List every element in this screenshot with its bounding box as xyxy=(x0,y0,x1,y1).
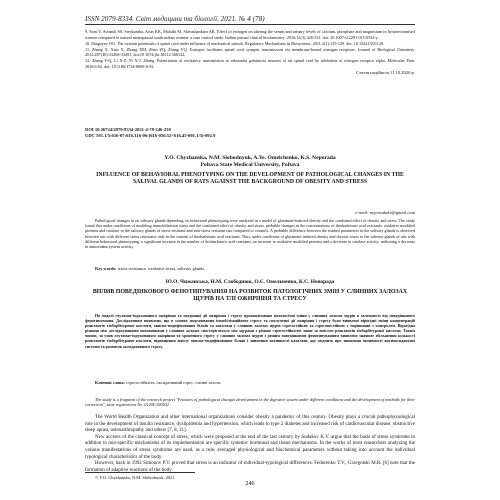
reference-item: 10. Shagoyev OO. The ovarian potentials of spinal cord under influence of mechanical stimuli. Regulatory Mechanisms in Biosystems. 2011;2(1):125-129. doi: 10.15421/021120. xyxy=(85,40,385,46)
authors-en: Y.O. Chyzhanska, N.M. Slobodnyuk, A.Ye. Omelchenko, K.S. Neporada xyxy=(164,155,336,161)
abstract-ua-text: На моделі глутамат-індукованого ожиріння та поєднаної дії ожиріння і стресу проаналізовано патологічні зміни у слинних залозах щурів в залежності від поведінкового фенотипування. Дослідженням виявлено, що в умовах моделювання іммобілізаційного стресу та сполученої дії ожиріння і стресу були виявлені вірогідні зміни концентрацій реактантів тіобарбітурової кислоти, окисно-модифікованих білків та каталази у слинних залозах щурів стресостійких та стресонестійких у порівнянні з контролем. Вірогідна різниця між досліджуваними показниками у слинних залозах спостерігається між щурами з різною стресостійкістю лише за вмістом реактантів тіобарбітурової кислоти. Таким чином, за умов глутамат-індукованого ожиріння та хронічного стресу у слинних залозах щурів з різним поведінковим фенотипуванням виявлено значиме збільшення кількості реактантів тіобарбітурової кислоти, підвищення вмісту окисно-модифікованих білків і зниження активності каталази, що свідчить про зниження активності антиоксидантної системи та розвиток оксидативного стресу. xyxy=(85,313,415,349)
reference-item: 9. Som Y, Avinash SS, Sreekantha, Arun KK, Malathi M, Shivashankara AR. Effect of estrogen on altering the serum and urinary levels of calcium, phosphate and magnesium in hysterectomised women compared to natural menopausal south indian women: a case control study. Indian journal clinical biochemistry. 2016;31(3):326-331. doi: 10.1007/s12291-015-0532-y. xyxy=(85,29,415,40)
article-title-en: INFLUENCE OF BEHAVIORAL PHENOTYPING ON THE DEVELOPMENT OF PATHOLOGICAL CHANGES IN THE SALIVAL GLANDS OF RATS AGAINST THE BACKGROUND OF OBESITY AND STRESS xyxy=(96,172,404,186)
doi: DOI 10.26724/2079-8334-2021-4-78-246-250 xyxy=(85,127,171,132)
authors-block-en xyxy=(85,155,415,169)
page-number: 246 xyxy=(245,480,255,487)
body-paragraph: New accents of the classical concept of stress, which were proposed at the end of the last century by Sudakov K.V. argue that the basis of stress syndrome in addition to non-specific mechanisms of its implementation are specific systemic hormonal and tissue mechanisms. In the works of most researchers analyzing the various manifestations of stress syndrome are used, as a rule, averaged physiological and biochemical parameters without taking into account the individual typological characteristics of the body. xyxy=(85,434,415,460)
authors-ua: Ю.О. Чижанська, Н.М. Слободнюк, О.Є. Омельченко, К.С. Непорада xyxy=(165,279,335,285)
contact-email: e-mail: neporadakv@gmail.com xyxy=(355,210,415,215)
keywords-ua-text: стресостійкість, оксидативний стрес, слинні залози. xyxy=(126,380,222,385)
keywords-en-text: stress resistance, oxidative stress, salivary glands. xyxy=(117,266,206,271)
body-paragraph: The World Health Organization and other international organizations consider obesity a pandemic of this century. Obesity plays a crucial pathophysiological role in the development of insulin resistance, dyslipidemia and hypertension, which leads to type 2 diabetes and increased risk of cardiovascular disease, obstructive sleep apnea, osteoarthropathy and others [7, 8, 11]. xyxy=(85,415,415,434)
journal-header: ISSN 2079-8334. Світ медицини та біології. 2021. № 4 (78) xyxy=(85,15,265,23)
article-title-ua: ВПЛИВ ПОВЕДІНКОВОГО ФЕНОТИПУВАННЯ НА РОЗВИТОК ПАТОЛОГІЧНИХ ЗМІН У СЛИННИХ ЗАЛОЗАХ ЩУРІВ НА ТЛІ ОЖИРІННЯ ТА СТРЕСУ xyxy=(92,289,408,303)
abstract-ua xyxy=(85,313,415,349)
abstract-en xyxy=(85,218,415,249)
abstract-en-text: Pathological changes in rat salivary glands depending on behavioral phenotyping were analyzed in a model of glutamate-induced obesity and the combined effect of obesity and stress. The study found that under conditions of modeling immobilization stress and the combined effect of obesity and stress, probable changes in the concentrations of thiobarbituric acid reactants, oxidative modified proteins and catalase in the salivary glands of stress-resistant and non-stress resistant rats compared to controls. A probable difference between the studied parameters in the salivary glands is observed between rats with different stress resistance only in the content of thiobarbituric acid reactants. Thus, under conditions of glutamate-induced obesity and chronic stress in the salivary glands of rats with different behavioral phenotyping, a significant increase in the number of thiobarbituric acid reactants, an increase in oxidative modified proteins and a decrease in catalase activity, indicating a decrease in antioxidant system activity. xyxy=(85,218,415,250)
udc: UDC 591.1/5:616-07:616.316-06:[616-056.52+616.45-001.1/3]-092.9 xyxy=(85,132,216,138)
reference-item: 11. Zhang X, Xiao X, Zhang XM, Zhao ZQ, Zhang YQ. Estrogen facilitates spinal cord synaptic transmission via membrane-bound estrogen receptors. Journal of Biological Chemistry. 2012;287(40):33268-33281. doi:10.1074/jbc.M112.368142. xyxy=(85,46,415,58)
footnote-divider xyxy=(85,472,195,473)
references-list xyxy=(85,29,415,76)
header-divider xyxy=(85,24,415,25)
keywords-ua xyxy=(85,380,415,385)
keywords-ua-label: Ключові слова: xyxy=(95,380,125,385)
copyright-notice: © Y.O. Chyzhanska, N.M. Slobodnyuk, 2021 xyxy=(95,475,175,480)
body-paragraph: However, back in 1992 Simonov P.V. proved that stress is an indicator of individual-typological differences. Fedorenko Y.V., Grzegotski M.R. [6] note that the formation of adaptive reactions of the body xyxy=(85,461,415,473)
study-note-text: The study is a fragment of the research project "Features of pathological changes development in the digestive system under different conditions and the development of methods for their correction", state registration No. 0120U100502. xyxy=(85,397,415,408)
received-date: Стаття надійшла 11.10.2020 р. xyxy=(356,70,415,76)
keywords-en-label: Key words: xyxy=(95,266,117,271)
article-identifiers xyxy=(85,127,415,139)
article-body xyxy=(85,415,415,474)
affiliation-en: Poltava State Medical University, Poltava xyxy=(200,161,300,168)
keywords-en xyxy=(85,266,415,271)
reference-item: 12. Zheng Y-Q, Li X-Z, Pi X-J, Zhang. Potentiation of excitatory transmission in substantia gelatinosa neurons of rat spinal cord by inhibition of estrogen receptor alpha. Molecular Pain. 2010;6:92. doi: 10.1186/1744-8069-6-92. xyxy=(85,58,415,69)
study-note xyxy=(85,397,415,408)
